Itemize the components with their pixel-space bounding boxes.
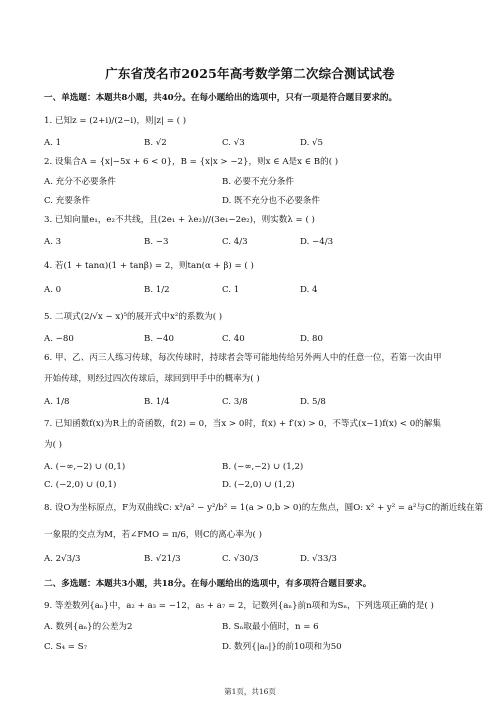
question-8-option-d: D. √33/3: [300, 554, 337, 564]
question-7-option-a: A. (−∞,−2) ∪ (0,1): [44, 462, 126, 472]
question-6-stem-line-2: 开始传球，则经过四次传球后，球回到甲手中的概率为( ): [44, 374, 260, 384]
question-8-stem-line-1: 8. 设O为坐标原点，F为双曲线C: x²/a² − y²/b² = 1(a > 0,b > 0)的左焦点，圆O: x² + y² = a²与C的渐近线在第: [44, 503, 484, 513]
question-4-stem: 4. 若(1 + tanα)(1 + tanβ) = 2，则tan(α + β) = ( ): [44, 261, 254, 271]
question-6-option-c: C. 3/8: [222, 397, 248, 407]
question-3-stem: 3. 已知向量e₁，e₂不共线，且(2e₁ + λe₂)//(3e₁−2e₂)，则实数λ = ( ): [44, 215, 315, 225]
question-1-option-b: B. √2: [144, 138, 167, 148]
question-8-stem-line-2: 一象限的交点为M，若∠FMO = π/6，则C的离心率为( ): [44, 530, 262, 540]
question-8-option-c: C. √30/3: [222, 554, 259, 564]
section-heading-multiple-choice: 二、多选题：本题共3小题，共18分。在每小题给出的选项中，有多项符合题目要求。: [44, 579, 372, 589]
question-4-option-c: C. 1: [222, 285, 240, 295]
question-5-option-d: D. 80: [300, 334, 323, 344]
question-4-option-a: A. 0: [44, 285, 62, 295]
question-3-option-a: A. 3: [44, 237, 62, 247]
question-1-stem: 1. 已知z = (2+i)/(2−i)，则|z| = ( ): [44, 116, 187, 126]
question-3-option-b: B. −3: [144, 237, 169, 247]
question-7-stem-line-1: 7. 已知函数f(x)为R上的奇函数，f(2) = 0，当x > 0时，f(x) + f′(x) > 0，不等式(x−1)f(x) < 0的解集: [44, 419, 441, 429]
question-5-option-c: C. 40: [222, 334, 245, 344]
question-8-option-b: B. √21/3: [144, 554, 181, 564]
question-7-option-d: D. (−2,0) ∪ (1,2): [222, 480, 295, 490]
question-3-option-c: C. 4/3: [222, 237, 248, 247]
question-6-stem-line-1: 6. 甲、乙、丙三人练习传球，每次传球时，持球者会等可能地传给另外两人中的任意一位，若第一次由甲: [44, 353, 442, 363]
question-5-option-a: A. −80: [44, 334, 74, 344]
question-5-option-b: B. −40: [144, 334, 174, 344]
question-9-option-b: B. Sₙ取最小值时，n = 6: [222, 622, 319, 632]
question-2-option-d: D. 既不充分也不必要条件: [222, 196, 320, 206]
question-4-option-d: D. 4: [300, 285, 318, 295]
question-1-option-d: D. √5: [300, 138, 323, 148]
question-4-option-b: B. 1/2: [144, 285, 170, 295]
question-6-option-d: D. 5/8: [300, 397, 326, 407]
question-9-option-a: A. 数列{aₙ}的公差为2: [44, 622, 133, 632]
page-title: 广东省茂名市2025年高考数学第二次综合测试试卷: [105, 66, 395, 81]
question-2-stem: 2. 设集合A = {x|−5x + 6 < 0}，B = {x|x > −2}，则x ∈ A是x ∈ B的( ): [44, 157, 339, 167]
question-9-option-c: C. S₄ = S₇: [44, 642, 88, 652]
question-2-option-b: B. 必要不充分条件: [222, 177, 294, 187]
question-5-stem: 5. 二项式(2/√x − x)⁵的展开式中x²的系数为( ): [44, 312, 223, 322]
question-8-option-a: A. 2√3/3: [44, 554, 81, 564]
section-heading-single-choice: 一、单选题：本题共8小题，共40分。在每小题给出的选项中，只有一项是符合题目要求的。: [44, 93, 398, 103]
question-9-stem: 9. 等差数列{aₙ}中，a₂ + a₃ = −12，a₅ + a₇ = 2，记数列{aₙ}前n项和为Sₙ，下列选项正确的是( ): [44, 601, 434, 611]
question-2-option-a: A. 充分不必要条件: [44, 177, 116, 187]
question-7-option-b: B. (−∞,−2) ∪ (1,2): [222, 462, 304, 472]
question-3-option-d: D. −4/3: [300, 237, 334, 247]
question-2-option-c: C. 充要条件: [44, 196, 91, 206]
question-6-option-b: B. 1/4: [144, 397, 170, 407]
question-7-option-c: C. (−2,0) ∪ (0,1): [44, 480, 117, 490]
page-footer: 第1页，共16页: [224, 687, 276, 696]
question-6-option-a: A. 1/8: [44, 397, 70, 407]
question-1-option-a: A. 1: [44, 138, 62, 148]
question-7-stem-line-2: 为( ): [44, 440, 63, 450]
question-1-option-c: C. √3: [222, 138, 245, 148]
question-9-option-d: D. 数列{|aₙ|}的前10项和为50: [222, 642, 342, 652]
